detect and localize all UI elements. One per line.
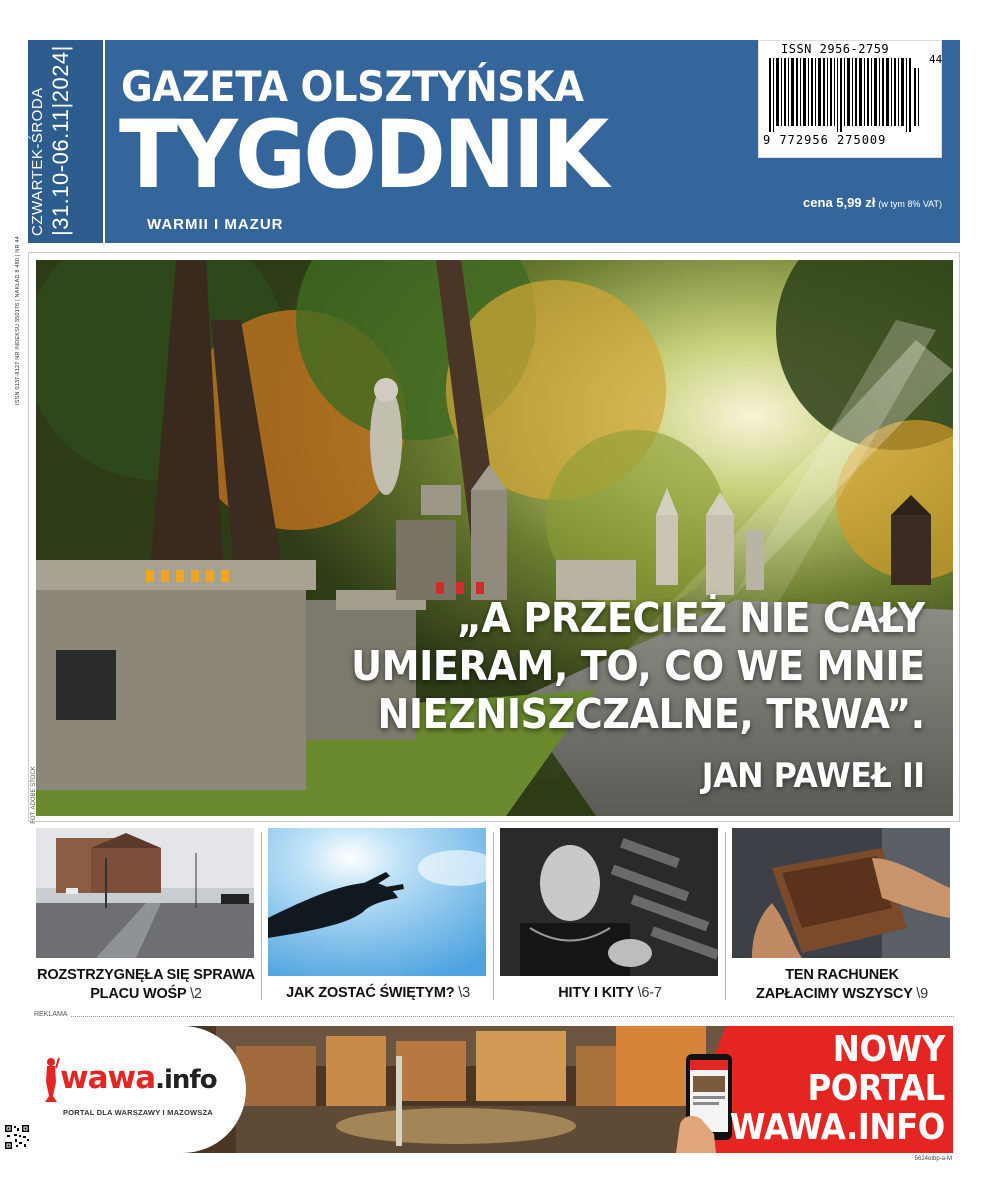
issue-date xyxy=(28,42,104,242)
teaser-title-line: ZAPŁACIMY WSZYSCY xyxy=(756,986,913,1002)
barcode xyxy=(758,40,942,158)
logo-suffix: .info xyxy=(155,1065,217,1095)
wallet-photo xyxy=(732,828,950,958)
ad-label: REKLAMA xyxy=(34,1011,71,1018)
issn-number: ISSN 2956-2759 xyxy=(781,42,890,56)
ad-headline-line: WAWA.INFO xyxy=(730,1107,945,1148)
ad-headline-line: PORTAL xyxy=(807,1068,945,1109)
date-column xyxy=(28,40,103,243)
teaser-image xyxy=(268,828,486,976)
newspaper-title-weekly: TYGODNIK xyxy=(119,101,607,210)
teaser-item[interactable] xyxy=(494,828,720,1000)
teaser-image xyxy=(732,828,950,976)
side-issn-text: ISSN 0137-8127 NR INDEKSU 350176 | NAKŁAD 8 480 | NR 44 xyxy=(15,236,21,405)
quote-line: „A PRZECIEŻ NIE CAŁY xyxy=(457,594,925,642)
teaser-title-line: ROZSTRZYGNĘŁA SIĘ SPRAWA xyxy=(37,967,255,983)
ad-logo-area xyxy=(36,1026,246,1153)
issue-number: 44 xyxy=(929,53,943,66)
quote-line: NIEZNISZCZALNE, TRWA”. xyxy=(377,690,925,738)
ad-separator xyxy=(34,1016,954,1017)
price-value: cena 5,99 zł xyxy=(803,195,876,210)
hero-quote xyxy=(351,594,925,738)
teaser-item[interactable] xyxy=(262,828,488,1000)
ad-headline-line: NOWY xyxy=(832,1029,945,1070)
teaser-title xyxy=(262,984,494,1003)
advertisement[interactable] xyxy=(36,1026,953,1153)
teaser-image xyxy=(36,828,254,976)
teaser-title xyxy=(726,966,958,1004)
masthead xyxy=(28,40,960,243)
wawa-logo xyxy=(60,1060,217,1096)
page-reference: \3 xyxy=(458,985,470,1001)
sky-hand-photo xyxy=(268,828,486,976)
teaser-title-line: HITY I KITY xyxy=(558,985,634,1001)
quote-author: JAN PAWEŁ II xyxy=(702,756,925,796)
teaser-title xyxy=(30,966,262,1004)
square-photo xyxy=(36,828,254,958)
page-reference: \9 xyxy=(916,986,928,1002)
teaser-image xyxy=(500,828,718,976)
teasers xyxy=(30,828,958,1000)
ad-tagline: PORTAL DLA WARSZAWY I MAZOWSZA xyxy=(63,1108,213,1117)
newspaper-subtitle: WARMII I MAZUR xyxy=(147,216,284,233)
ean-number: 9 772956 275009 xyxy=(763,133,887,147)
teaser-item[interactable] xyxy=(30,828,256,1000)
mermaid-icon xyxy=(42,1056,60,1102)
quote-line: UMIERAM, TO, CO WE MNIE xyxy=(351,642,925,690)
newspaper-title: GAZETA OLSZTYŃSKA xyxy=(121,62,584,111)
teaser-item[interactable] xyxy=(726,828,952,1000)
price-vat: (w tym 8% VAT) xyxy=(878,199,942,209)
teaser-title xyxy=(494,984,726,1003)
qr-code-icon xyxy=(4,1124,30,1150)
issue-days: CZWARTEK-ŚRODA xyxy=(29,87,46,236)
page-reference: \2 xyxy=(190,986,202,1002)
teaser-title-line: JAK ZOSTAĆ ŚWIĘTYM? xyxy=(286,985,455,1001)
page-reference: \6-7 xyxy=(637,985,662,1001)
teaser-title-line: TEN RACHUNEK xyxy=(785,967,899,983)
logo-main: wawa xyxy=(60,1060,156,1096)
hero-image xyxy=(36,260,953,816)
portrait-photo xyxy=(500,828,718,976)
photo-credit: FOT. ADOBE STOCK xyxy=(31,766,37,824)
ad-headline xyxy=(730,1030,945,1147)
ad-code: 5624otbp-a-M xyxy=(914,1156,952,1162)
issue-date-range: |31.10-06.11|2024| xyxy=(48,45,73,236)
brand-block xyxy=(105,40,960,243)
price xyxy=(803,195,942,210)
barcode-icon xyxy=(769,58,921,132)
teaser-title-line: PLACU WOŚP xyxy=(90,986,187,1002)
